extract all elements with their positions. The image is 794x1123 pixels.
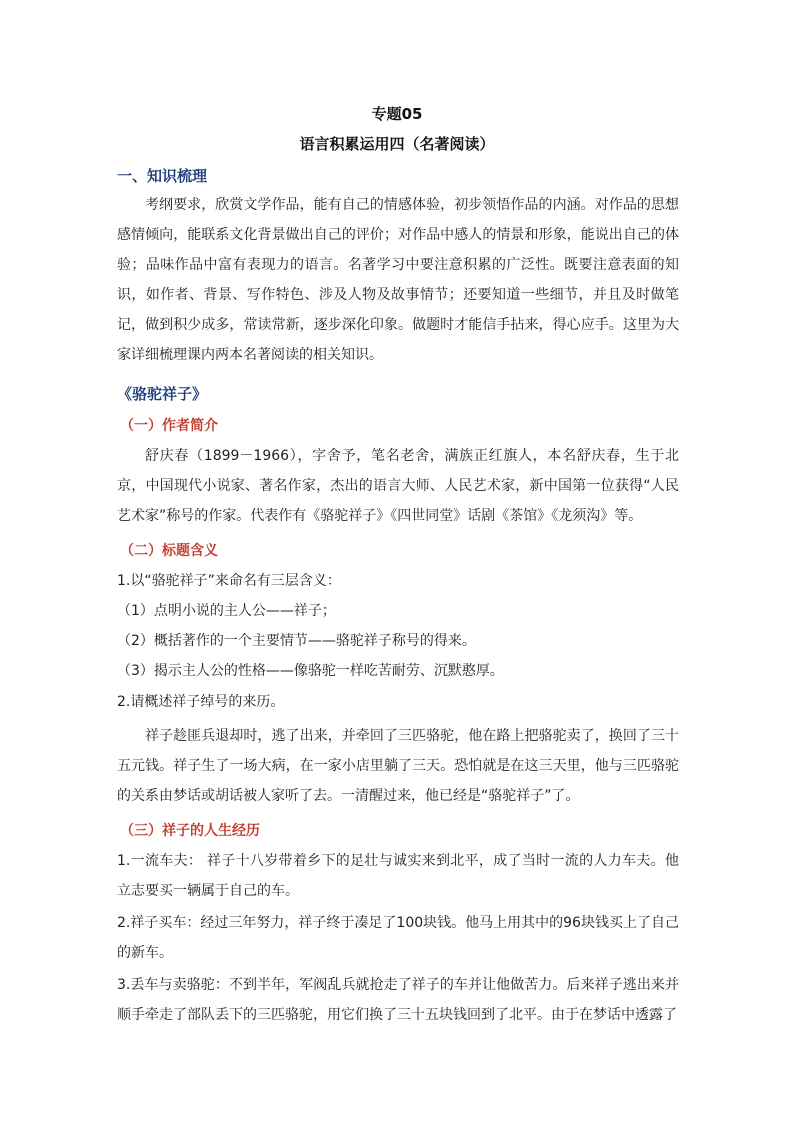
question-2-answer: 祥子趁匪兵退却时，逃了出来，并牵回了三匹骆驼，他在路上把骆驼卖了，换回了三十五元钱。祥子生了一场大病，在一家小店里躺了三天。恐怕就是在这三天里，他与三匹骆驼的关系由梦话或胡话被人家听了去。一清醒过来，他已经是“骆驼祥子”了。 (117, 728, 679, 804)
question-1-item: （2）概括著作的一个主要情节——骆驼祥子称号的得来。 (117, 633, 476, 649)
section-heading-knowledge: 一、知识梳理 (117, 167, 208, 185)
question-1-item: （1）点明小说的主人公——祥子； (117, 603, 336, 619)
life-item: 1.一流车夫： 祥子十八岁带着乡下的足壮与诚实来到北平，成了当时一流的人力车夫。他立志要买一辆属于自己的车。 (117, 853, 679, 899)
intro-paragraph: 考纲要求，欣赏文学作品，能有自己的情感体验，初步领悟作品的内涵。对作品的思想感情倾向，能联系文化背景做出自己的评价；对作品中感人的情景和形象，能说出自己的体验；品味作品中富有表现力的语言。名著学习中要注意积累的广泛性。既要注意表面的知识，如作者、背景、写作特色、涉及人物及故事情节；还要知道一些细节，并且及时做笔记，做到积少成多，常读常新，逐步深化印象。做题时才能信手拈来，得心应手。这里为大家详细梳理课内两本名著阅读的相关知识。 (117, 197, 679, 363)
question-1: 1.以“骆驼祥子”来命名有三层含义： (117, 573, 341, 589)
life-item: 2.祥子买车：经过三年努力，祥子终于凑足了100块钱。他马上用其中的96块钱买上了自己的新车。 (117, 915, 679, 961)
page-title: 语言积累运用四（名著阅读） (299, 135, 495, 153)
question-2: 2.请概述祥子绰号的来历。 (117, 694, 285, 710)
life-heading: （三）祥子的人生经历 (120, 823, 260, 839)
question-1-item: （3）揭示主人公的性格——像骆驼一样吃苦耐劳、沉默憨厚。 (117, 663, 504, 679)
author-paragraph: 舒庆春（1899－1966），字舍予，笔名老舍，满族正红旗人，本名舒庆春，生于北京，中国现代小说家、著名作家，杰出的语言大师、人民艺术家，新中国第一位获得“人民艺术家”称号的作家。代表作有《骆驼祥子》《四世同堂》话剧《茶馆》《龙须沟》等。 (117, 448, 679, 524)
title-meaning-heading: （二）标题含义 (120, 543, 218, 559)
author-heading: （一）作者简介 (120, 418, 218, 434)
book-title: 《骆驼祥子》 (117, 385, 208, 403)
life-item: 3.丢车与卖骆驼：不到半年，军阀乱兵就抢走了祥子的车并让他做苦力。后来祥子逃出来并顺手牵走了部队丢下的三匹骆驼，用它们换了三十五块钱回到了北平。由于在梦话中透露了 (117, 977, 679, 1023)
topic-number: 专题05 (371, 105, 423, 123)
